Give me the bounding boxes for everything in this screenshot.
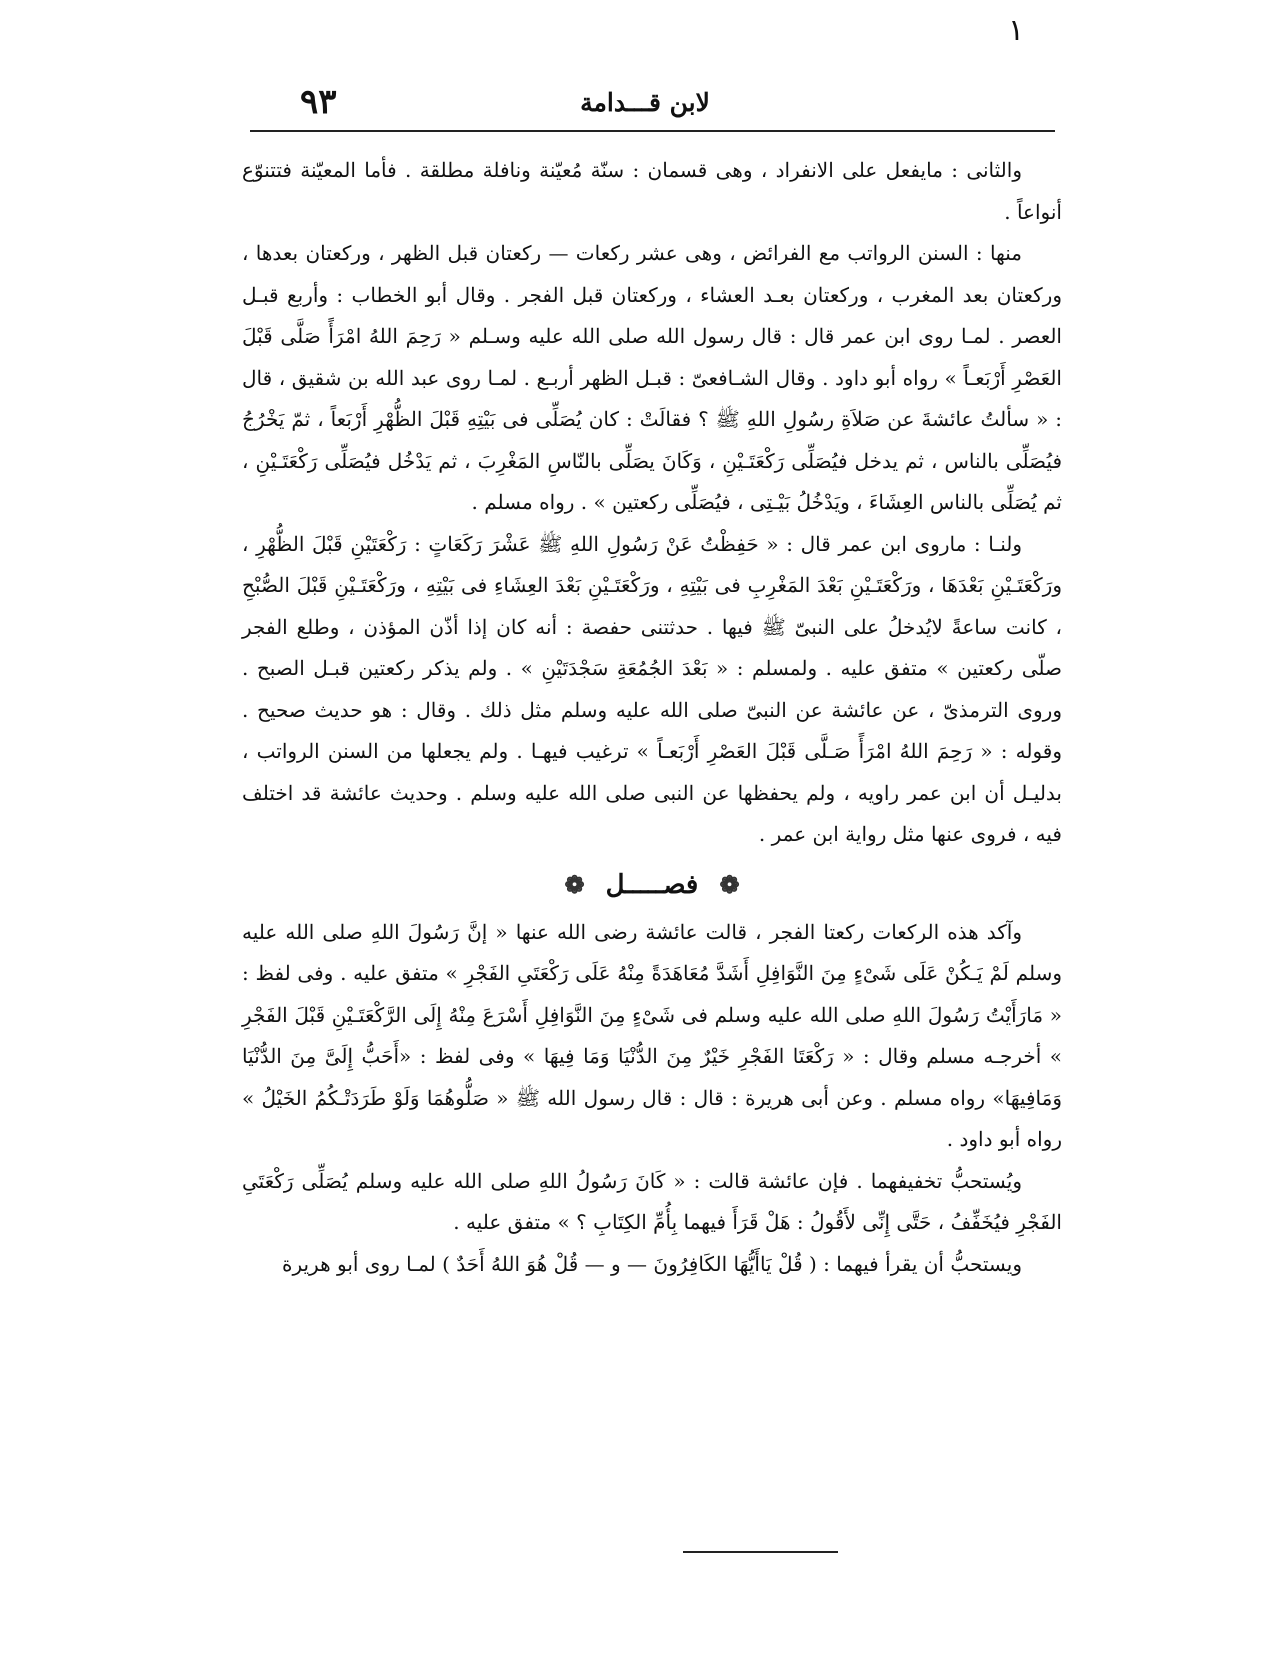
page-number: ٩٣ [300,82,337,122]
section-paragraph-1: وآكد هذه الركعات ركعتا الفجر ، قالت عائشة رضى الله عنها « إنَّ رَسُولَ اللهِ صلى الله عليه وسلم لَمْ يَـكُنْ عَلَى شَىْءٍ مِنَ النَّوَافِلِ أَشَدَّ مُعَاهَدَةً مِنْهُ عَلَى رَكْعَتَىِ الفَجْرِ » متفق عليه . وفى لفظ : « مَارَأَيْتُ رَسُولَ اللهِ صلى الله عليه وسلم فى شَىْءٍ مِنَ النَّوَافِلِ أَسْرَعَ مِنْهُ إِلَى الرَّكْعَتَـيْنِ قَبْلَ الفَجْرِ » أخرجـه مسلم وقال : « رَكْعَتَا الفَجْرِ خَيْرٌ مِنَ الدُّنْيَا وَمَا فِيهَا » وفى لفظ : «أَحَبُّ إِلَىَّ مِنَ الدُّنْيَا وَمَافِيهَا» رواه مسلم . وعن أبى هريرة : قال : قال رسول الله ﷺ « صَلُّوهُمَا وَلَوْ طَرَدَتْـكُمُ الخَيْلُ » رواه أبو داود . [242,919,1062,1151]
paragraph-2: منها : السنن الرواتب مع الفرائض ، وهى عشر ركعات — ركعتان قبل الظهر ، وركعتان بعدها ، وركعتان بعد المغرب ، وركعتان بعـد العشاء ، وركعتان قبل الفجر . وقال أبو الخطاب : وأربع قبـل العصر . لمـا روى ابن عمر قال : قال رسول الله صلى الله عليه وسـلم « رَحِمَ اللهُ امْرَأً صَلَّى قَبْلَ العَصْرِ أَرْبَعـاً » رواه أبو داود . وقال الشـافعىّ : قبـل الظهر أربـع . لمـا روى عبد الله بن شقيق ، قال : « سألتُ عائشةَ عن صَلاَةِ رسُولِ اللهِ ﷺ ؟ فقالَتْ : كان يُصَلِّى فى بَيْتِهِ قَبْلَ الظُّهْرِ أَرْبَعاً ، ثمّ يَخْرُجُ فيُصَلِّى بالناس ، ثم يدخل فيُصَلِّى رَكْعَتَـيْنِ ، وَكَانَ يصَلِّى بالنّاسِ المَغْرِبَ ، ثم يَدْخُل فيُصَلِّى رَكْعَتَـيْنِ ، ثم يُصَلِّى بالناس العِشَاءَ ، ويَدْخُلُ بَيْـتِى ، فيُصَلِّى ركعتين » . رواه مسلم . [242,241,1062,514]
paragraph-3: ولنـا : ماروى ابن عمر قال : « حَفِظْتُ عَنْ رَسُولِ اللهِ ﷺ عَشْرَ رَكَعَاتٍ : رَكْعَتَيْنِ قَبْلَ الظُّهْرِ ، ورَكْعَتَـيْنِ بَعْدَهَا ، ورَكْعَتَـيْنِ بَعْدَ المَغْرِبِ فى بَيْتِهِ ، ورَكْعَتَـيْنِ بَعْدَ العِشَاءِ فى بَيْتِهِ ، ورَكْعَتَـيْنِ قَبْلَ الصُّبْحِ ، كانت ساعةً لايُدخلُ على النبىّ ﷺ فيها . حدثتنى حفصة : أنه كان إذا أذّن المؤذن ، وطلع الفجر صلّى ركعتين » متفق عليه . ولمسلم : « بَعْدَ الجُمُعَةِ سَجْدَتَيْنِ » . ولم يذكر ركعتين قبـل الصبح . وروى الترمذىّ ، عن عائشة عن النبىّ صلى الله عليه وسلم مثل ذلك . وقال : هو حديث صحيح . وقوله : « رَحِمَ اللهُ امْرَأً صَـلَّى قَبْلَ العَصْرِ أَرْبَعـاً » ترغيب فيهـا . ولم يجعلها من السنن الرواتب ، بدليـل أن ابن عمر راويه ، ولم يحفظها عن النبى صلى الله عليه وسلم . وحديث عائشة قد اختلف فيه ، فروى عنها مثل رواية ابن عمر . [242,531,1062,846]
signature-mark: ١ [1008,13,1025,48]
running-head: لابن قـــدامة [580,88,710,117]
footnote-divider [683,1551,838,1553]
section-paragraph-3: ويستحبُّ أن يقرأ فيهما : ( قُلْ يَاأَيُّهَا الكَافِرُونَ — و — قُلْ هُوَ اللهُ أَحَدٌ ) لمـا روى أبو هريرة [281,1251,1022,1276]
ornament-right-icon: ❁ [564,869,585,899]
section-title: فصـــــل [605,869,699,900]
header-divider [250,130,1055,132]
section-paragraph-2: ويُستحبُّ تخفيفهما . فإن عائشة قالت : « كَانَ رَسُولُ اللهِ صلى الله عليه وسلم يُصَلِّى رَكْعَتَىِ الفَجْرِ فيُخَفِّفُ ، حَتَّى إِنِّى لأَقُولُ : هَلْ قَرَأَ فيهما بِأُمِّ الكِتَابِ ؟ » متفق عليه . [242,1168,1062,1234]
page-header [230,82,1050,126]
page-body [242,150,1062,1285]
ornament-left-icon: ❁ [719,869,740,899]
paragraph-1: والثانى : مايفعل على الانفراد ، وهى قسمان : سنّة مُعيّنة ونافلة مطلقة . فأما المعيّنة فتتنوّع أنواعاً . [242,158,1062,224]
section-heading [242,864,1062,906]
